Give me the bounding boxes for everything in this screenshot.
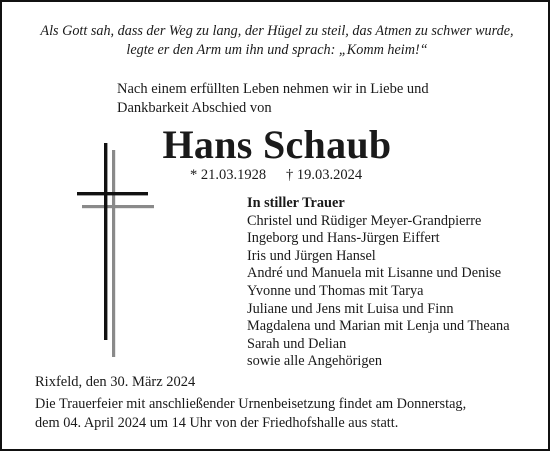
cross-front-horizontal [77,192,148,195]
cross-front-vertical [104,143,107,340]
mourner-name: sowie alle Angehörigen [247,353,382,370]
funeral-info [35,395,466,433]
poem-line-2: legte er den Arm um ihn und sprach: „Komm heim!“ [126,42,428,58]
mourner-name: Yvonne und Thomas mit Tarya [247,282,424,299]
place-and-date: Rixfeld, den 30. März 2024 [35,374,196,390]
funeral-line-1: Die Trauerfeier mit anschließender Urnenbeisetzung findet am Donnerstag, [35,396,467,412]
cross-back-vertical [112,150,115,357]
birth-date: * 21.03.1928 [190,167,267,183]
deceased-name: Hans Schaub [162,122,392,167]
poem-line-1: Als Gott sah, dass der Weg zu lang, der Hügel zu steil, das Atmen zu schwer wurde, [40,23,514,39]
mourner-name: Juliane und Jens mit Luisa und Finn [247,300,454,317]
mourner-name: Magdalena und Marian mit Lenja und Theana [247,318,510,335]
intro-line-1: Nach einem erfüllten Leben nehmen wir in Liebe und [117,81,429,97]
death-date: † 19.03.2024 [286,167,363,183]
mourner-name: Ingeborg und Hans-Jürgen Eiffert [247,230,440,247]
mourner-name: Iris und Jürgen Hansel [247,247,376,264]
intro-line-2: Dankbarkeit Abschied von [117,100,272,116]
mourners-heading: In stiller Trauer [247,195,345,211]
mourner-name: Sarah und Delian [247,335,347,352]
funeral-line-2: dem 04. April 2024 um 14 Uhr von der Friedhofshalle aus statt. [35,415,399,431]
mourner-name: André und Manuela mit Lisanne und Denise [247,265,502,282]
mourners-list [247,195,510,371]
cross-back-horizontal [82,205,154,208]
mourner-name: Christel und Rüdiger Meyer-Grandpierre [247,212,482,229]
